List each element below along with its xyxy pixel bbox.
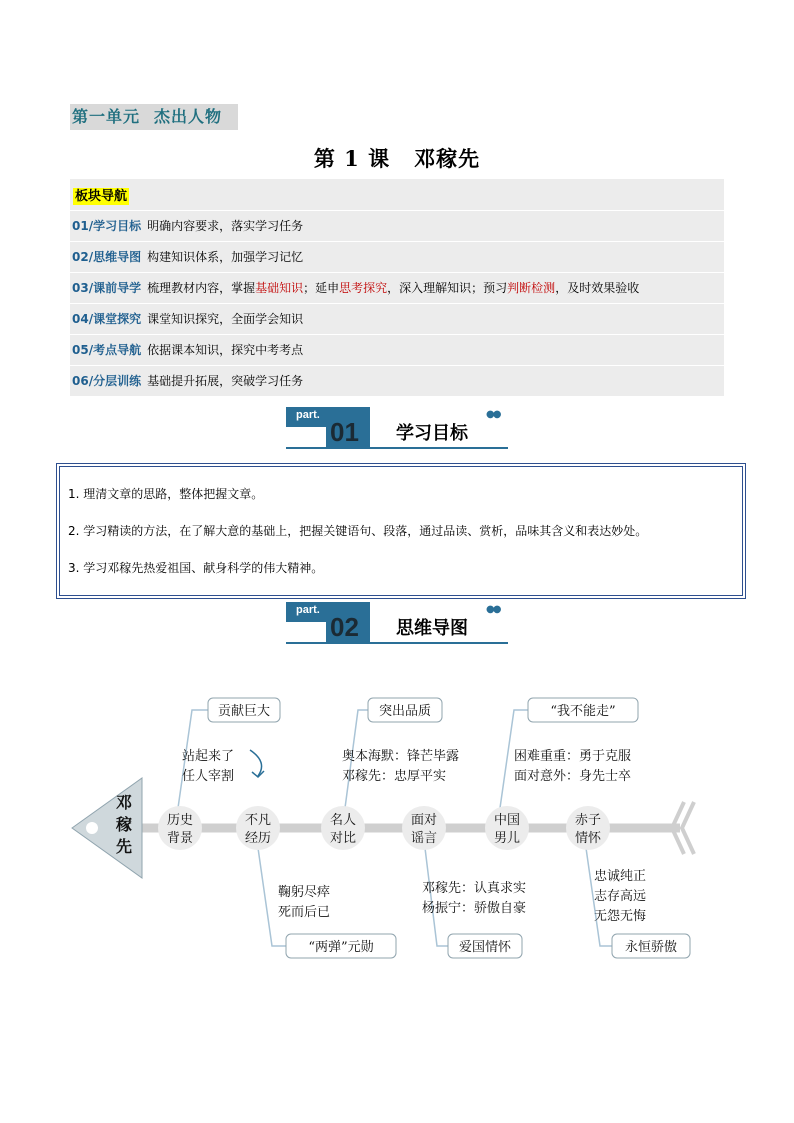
nav-row-mindmap: [70, 242, 724, 273]
nav-code: 05/考点导航: [72, 343, 142, 357]
nav-row-exam: [70, 335, 724, 366]
svg-text:永恒骄傲: 永恒骄傲: [624, 940, 678, 955]
section-navigation: [70, 179, 724, 397]
mindmap-note: 任人宰割: [182, 769, 235, 784]
mindmap-note: 奥本海默：锋芒毕露: [342, 749, 460, 764]
nav-text: 构建知识体系，加强学习记忆: [147, 250, 304, 264]
mindmap-note: 困难重重：勇于克服: [514, 749, 632, 764]
nav-text: 基础提升拓展，突破学习任务: [147, 374, 304, 388]
nav-text: 依据课本知识，探究中考考点: [147, 343, 304, 357]
mindmap-box: [528, 698, 638, 722]
svg-text:不凡: 不凡: [244, 813, 272, 828]
part-label: part.: [296, 409, 320, 421]
nav-highlight: 判断检测: [507, 281, 556, 295]
svg-text:爱国情怀: 爱国情怀: [458, 940, 512, 955]
nav-text: ，深入理解知识；预习: [387, 281, 508, 295]
part-title: 思维导图: [396, 618, 468, 639]
part-label: part.: [296, 604, 320, 616]
arrowhead-icon: [252, 771, 264, 777]
learning-goals-box: [56, 463, 746, 599]
svg-text:中国: 中国: [493, 813, 521, 828]
mindmap-node: [321, 806, 365, 850]
mindmap-box: [612, 934, 690, 958]
svg-text:男儿: 男儿: [493, 831, 521, 846]
part-underline: [286, 642, 508, 644]
mindmap-box: [286, 934, 396, 958]
svg-text:背景: 背景: [166, 831, 194, 846]
svg-text:贡献巨大: 贡献巨大: [217, 704, 271, 719]
part-number: 01: [330, 417, 359, 447]
svg-text:“两弹”元勋: “两弹”元勋: [308, 940, 374, 955]
root-char: 先: [115, 837, 133, 856]
nav-text: ，及时效果验收: [555, 281, 640, 295]
part-underline: [286, 447, 508, 449]
lesson-number: 第 1 课: [313, 146, 391, 171]
decor-dots-icon: ●●: [486, 409, 500, 420]
decor-dots-icon: ●●: [486, 604, 500, 615]
nav-text: 明确内容要求，落实学习任务: [147, 219, 304, 233]
mindmap-note: 面对意外：身先士卒: [514, 769, 632, 784]
nav-row-classroom: [70, 304, 724, 335]
mindmap-box: [448, 934, 522, 958]
svg-text:情怀: 情怀: [574, 831, 602, 846]
lesson-name: 邓稼先: [414, 146, 481, 171]
svg-text:对比: 对比: [329, 831, 357, 846]
part-title: 学习目标: [396, 423, 468, 444]
mindmap-note: 志存高远: [594, 889, 647, 904]
lesson-title: [0, 143, 794, 173]
nav-code: 02/思维导图: [72, 250, 142, 264]
unit-title: [70, 104, 238, 130]
goal-item: 3. 学习邓稼先热爱祖国、献身科学的伟大精神。: [68, 561, 324, 575]
svg-text:经历: 经历: [244, 831, 272, 846]
unit-name: 杰出人物: [154, 107, 223, 126]
nav-text: 课堂知识探究，全面学会知识: [147, 312, 304, 326]
mindmap-node: [158, 806, 202, 850]
mindmap-note: 杨振宁：骄傲自豪: [422, 901, 527, 916]
svg-text:赤子: 赤子: [574, 813, 602, 828]
nav-row-goals: [70, 211, 724, 242]
navigation-heading-row: [70, 179, 724, 211]
unit-number: 第一单元: [72, 107, 141, 126]
svg-text:历史: 历史: [166, 813, 194, 828]
mindmap-node: [402, 806, 446, 850]
mindmap-note: 忠诚纯正: [594, 869, 647, 884]
nav-text: ；延申: [303, 281, 340, 295]
curved-arrow-icon: [250, 750, 262, 776]
part-01-badge: [286, 407, 508, 449]
nav-code: 01/学习目标: [72, 219, 142, 233]
part-number: 02: [330, 612, 359, 642]
nav-highlight: 基础知识: [255, 281, 304, 295]
mindmap-node: [485, 806, 529, 850]
navigation-heading: 板块导航: [75, 189, 128, 204]
mindmap-box: [208, 698, 280, 722]
mindmap-note: 邓稼先：认真求实: [422, 881, 527, 896]
nav-code: 06/分层训练: [72, 374, 142, 388]
mindmap-note: 死而后已: [278, 905, 331, 920]
svg-text:面对: 面对: [410, 813, 438, 828]
nav-text: 梳理教材内容，掌握: [147, 281, 256, 295]
mindmap-node: [566, 806, 610, 850]
nav-code: 04/课堂探究: [72, 312, 142, 326]
mind-map: [0, 680, 794, 970]
svg-text:突出品质: 突出品质: [378, 704, 432, 719]
mindmap-box: [368, 698, 442, 722]
goal-item: 1. 理清文章的思路，整体把握文章。: [68, 487, 264, 501]
root-char: 稼: [115, 815, 133, 834]
svg-text:名人: 名人: [329, 813, 357, 828]
branch-line: [425, 848, 450, 946]
mindmap-note: 邓稼先：忠厚平实: [342, 769, 447, 784]
mindmap-note: 无怨无悔: [594, 909, 647, 924]
nav-row-preview: [70, 273, 724, 304]
part-02-badge: [286, 602, 508, 644]
mindmap-note: 站起来了: [182, 749, 235, 764]
root-dot: [86, 822, 98, 834]
nav-row-practice: [70, 366, 724, 397]
mindmap-note: 鞠躬尽瘁: [278, 885, 331, 900]
nav-code: 03/课前导学: [72, 281, 142, 295]
nav-highlight: 思考探究: [339, 281, 388, 295]
mindmap-node: [236, 806, 280, 850]
svg-text:谣言: 谣言: [410, 831, 438, 846]
root-char: 邓: [115, 793, 133, 812]
svg-text:“我不能走”: “我不能走”: [550, 704, 616, 719]
goal-item: 2. 学习精读的方法，在了解大意的基础上，把握关键语句、段落，通过品读、赏析，品味其含义和表达妙处。: [68, 524, 648, 538]
fish-tail-icon: [682, 802, 694, 854]
